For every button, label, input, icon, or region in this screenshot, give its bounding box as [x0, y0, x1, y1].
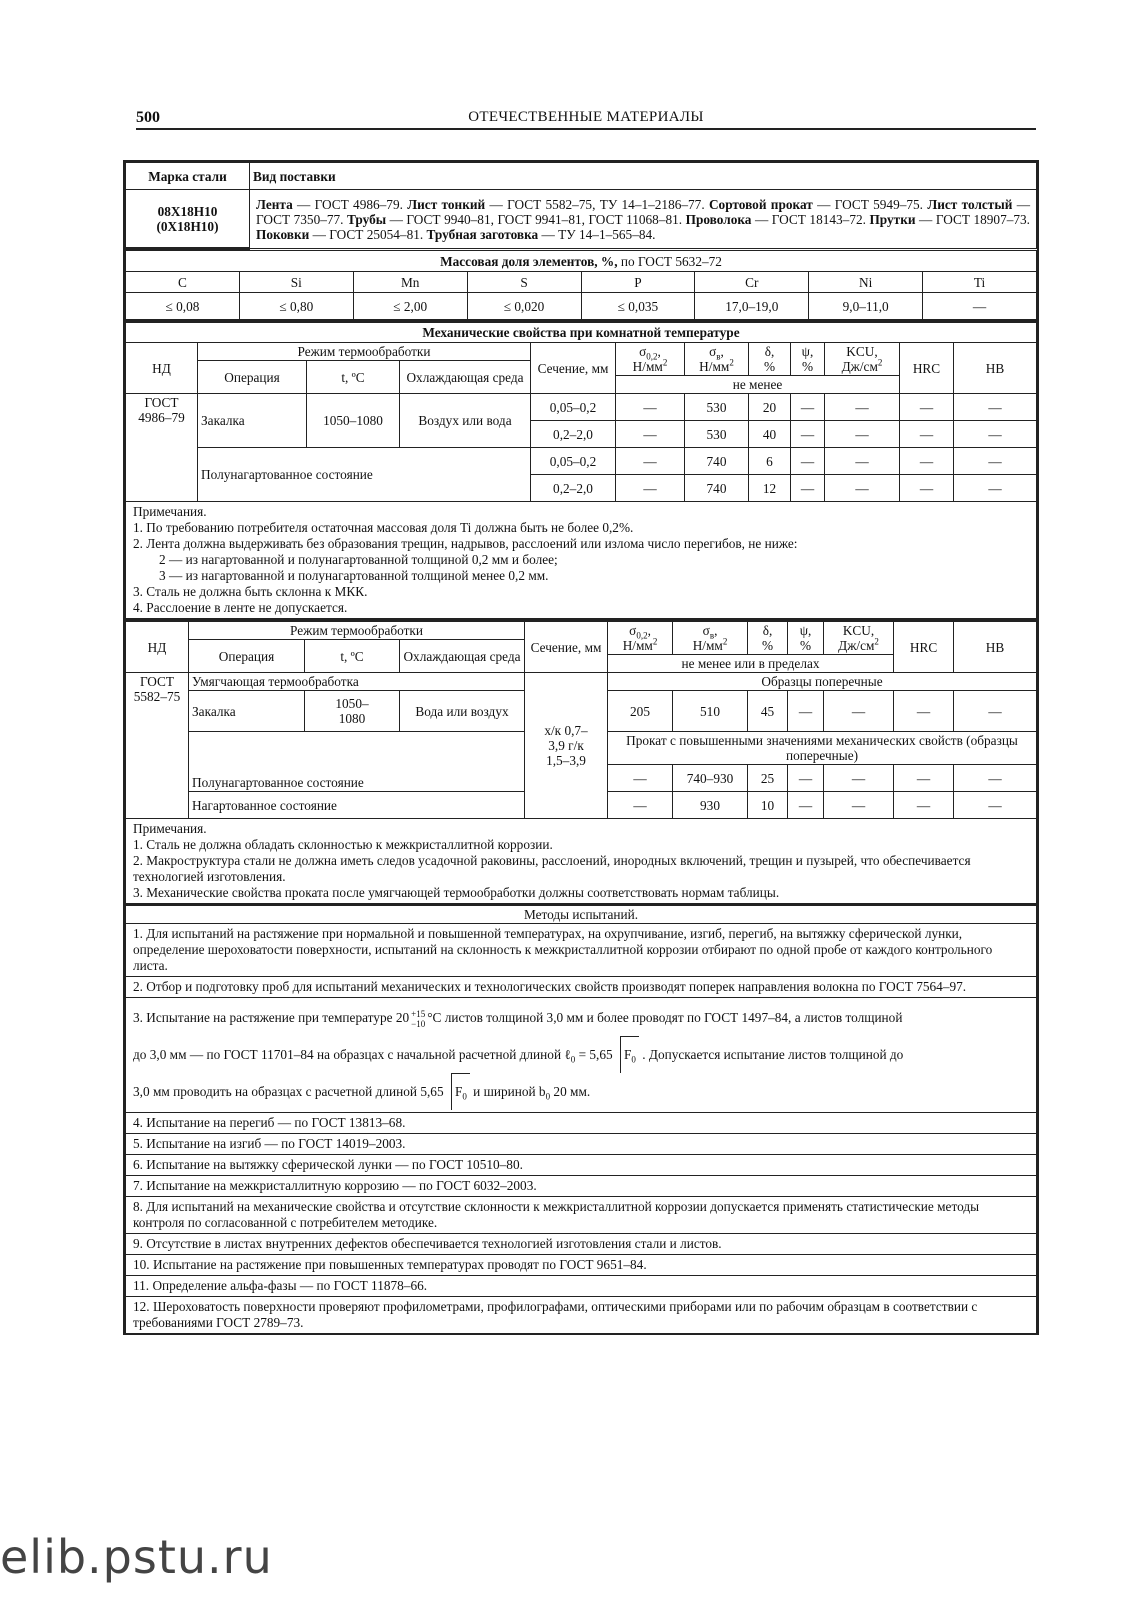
m2-r2-c1: 930 — [673, 792, 748, 819]
notes1-line: 3. Сталь не должна быть склонна к МКК. — [133, 584, 368, 599]
composition-elements — [126, 272, 1037, 293]
m2-r0-c6: — — [954, 691, 1037, 732]
notes1-line: 2 — из нагартованной и полунагартованной толщиной 0,2 мм и более; — [159, 552, 558, 567]
grade-alt-name: (0Х18Н10) — [156, 218, 219, 234]
notes1-line: 3 — из нагартованной и полунагартованной толщиной менее 0,2 мм. — [159, 568, 549, 583]
m2-r0-c3: — — [788, 691, 824, 732]
element-content: — — [923, 293, 1037, 320]
method-1: 1. Для испытаний на растяжение при нормальной и повышенной температурах, на охрупчивание, изгиб, перегиб, на вытяжку сферической лунки, определение шероховатости поверхности, испытаний на склонность к межкристаллитной коррозии отбирают по одной пробе от каждого контрольного листа. — [126, 924, 1037, 977]
notes1-line: 1. По требованию потребителя остаточная массовая доля Ti должна быть не более 0,2%. — [133, 520, 634, 535]
nd-4986: ГОСТ 4986–79 — [126, 394, 198, 502]
composition-values — [126, 293, 1037, 320]
element-content: ≤ 0,020 — [467, 293, 581, 320]
element-content: 17,0–19,0 — [695, 293, 809, 320]
m2-r1-c6: — — [954, 765, 1037, 792]
m3-part: 3. Испытание на растяжение при температуре — [133, 1010, 393, 1025]
h2-s02: $\sigma_{0,2}$, $Н/мм^2$ — [608, 621, 673, 655]
op-soft: Умягчающая термообработка — [189, 673, 525, 691]
m1-r1-c3: 40 — [749, 421, 791, 448]
m1-r1-c1: — — [616, 421, 685, 448]
h-s02: $\sigma_{0,2}$, $Н/мм^2$ — [616, 343, 685, 376]
element-content: 9,0–11,0 — [809, 293, 923, 320]
running-title: ОТЕЧЕСТВЕННЫЕ МАТЕРИАЛЫ — [468, 109, 704, 125]
m1-r2-c4: — — [791, 448, 825, 475]
element-symbol: S — [467, 272, 581, 293]
m1-r3-c4: — — [791, 475, 825, 502]
supply-label: Вид поставки — [250, 163, 1037, 190]
notes2-line: 1. Сталь не должна обладать склонностью к межкристаллитной коррозии. — [133, 837, 553, 852]
m1-r3-c6: — — [900, 475, 954, 502]
supply-list — [250, 190, 1037, 249]
m2-r1-c3: — — [788, 765, 824, 792]
element-content: ≤ 0,08 — [126, 293, 240, 320]
op2-semihard: Полунагартованное состояние — [189, 732, 525, 792]
supply-item-name: Сортовой прокат — [708, 196, 813, 212]
supply-item-standard: — ГОСТ 25054–81. — [309, 226, 427, 242]
method-4: 4. Испытание на перегиб — по ГОСТ 13813–68. — [126, 1113, 1037, 1134]
method-6: 6. Испытание на вытяжку сферической лунки — по ГОСТ 10510–80. — [126, 1155, 1037, 1176]
steel-datasheet — [123, 160, 1039, 1335]
h-nd: НД — [126, 343, 198, 394]
element-symbol: Ti — [923, 272, 1037, 293]
op2-hard: Нагартованное состояние — [189, 792, 525, 819]
page-header — [136, 106, 1036, 130]
m2-r0-c5: — — [894, 691, 954, 732]
h-operation: Операция — [198, 361, 307, 394]
m1-r3-c7: — — [954, 475, 1037, 502]
supply-item-standard: — ГОСТ 18143–72. — [751, 211, 870, 227]
method-12: 12. Шероховатость поверхности проверяют профилометрами, профилографами, оптическими приборами или по рабочим образцам в соответствии с требованиями ГОСТ 2789–73. — [126, 1297, 1037, 1335]
m1-r2-c2: 740 — [685, 448, 749, 475]
h-psi: ψ, % — [791, 343, 825, 376]
m1-r3-c1: — — [616, 475, 685, 502]
supply-item-standard: — ГОСТ 4986–79. — [292, 196, 408, 212]
m1-r2-c5: — — [825, 448, 900, 475]
mech1-title: Механические свойства при комнатной температуре — [126, 322, 1037, 343]
grade-name: 08Х18Н10 — [157, 203, 218, 219]
m2-r1-c5: — — [894, 765, 954, 792]
composition-table — [125, 250, 1037, 320]
element-symbol: C — [126, 272, 240, 293]
m1-r0-c3: 20 — [749, 394, 791, 421]
supply-item-standard: — ГОСТ 5949–75. — [812, 196, 928, 212]
notes1-line: 2. Лента должна выдерживать без образования трещин, надрывов, расслоений или излома число перегибов, не ниже: — [133, 536, 798, 551]
element-content: ≤ 2,00 — [353, 293, 467, 320]
m1-r2-c1: — — [616, 448, 685, 475]
m1-r0-c5: — — [825, 394, 900, 421]
enhanced-note: Прокат с повышенными значениями механических свойств (образцы поперечные) — [608, 732, 1037, 765]
m1-r3-c0: 0,2–2,0 — [531, 475, 616, 502]
m1-r1-c7: — — [954, 421, 1037, 448]
method-3: 3. Испытание на растяжение при температуре 20 +15 −10 °С листов толщиной 3,0 мм и более проводят по ГОСТ 1497–84, а листов толщиной до 3,0 мм — по ГОСТ 11701–84 на образцах с начальной расчетной длиной ℓ$_0$ = 5,65 $F_0$ . Допускается испытание листов толщиной до 3,0 мм проводить на образцах с расчетной длиной 5,65 $F_0$ и шириной $b_0$ 20 мм. — [126, 998, 1037, 1113]
page-number: 500 — [136, 109, 160, 126]
supply-item-standard: — ГОСТ 7350–77. — [256, 196, 1030, 227]
method-10: 10. Испытание на растяжение при повышенных температурах проводят по ГОСТ 9651–84. — [126, 1255, 1037, 1276]
m1-r2-c0: 0,05–0,2 — [531, 448, 616, 475]
notes2-line: 3. Механические свойства проката после умягчающей термообработки должны соответствовать нормам таблицы. — [133, 885, 780, 900]
h2-min: не менее или в пределах — [608, 655, 894, 673]
supply-item-name: Прутки — [869, 211, 916, 227]
h-section: Сечение, мм — [531, 343, 616, 394]
notes1-line: 4. Расслоение в ленте не допускается. — [133, 600, 348, 615]
supply-item-name: Поковки — [256, 226, 310, 242]
supply-item-name: Лист толстый — [927, 196, 1013, 212]
method-7: 7. Испытание на межкристаллитную коррозию — по ГОСТ 6032–2003. — [126, 1176, 1037, 1197]
m2-r2-c3: — — [788, 792, 824, 819]
m1-r1-c6: — — [900, 421, 954, 448]
h2-hb: НВ — [954, 621, 1037, 673]
m1-r0-c2: 530 — [685, 394, 749, 421]
supply-item-name: Трубы — [347, 211, 387, 227]
m1-r0-c0: 0,05–0,2 — [531, 394, 616, 421]
sqrt-f0: $F_0$ — [620, 1036, 639, 1073]
temp2-text: 1050–1080 — [335, 696, 369, 726]
supply-item-name: Проволока — [685, 211, 752, 227]
m1-r2-c7: — — [954, 448, 1037, 475]
h2-kcu: KCU, $Дж/см^2$ — [824, 621, 894, 655]
h-hb: НВ — [954, 343, 1037, 394]
notes-tape — [126, 502, 1037, 619]
cool2-quench: Вода или воздух — [400, 691, 525, 732]
m1-r3-c2: 740 — [685, 475, 749, 502]
supply-item-standard: — ГОСТ 18907–73. — [915, 211, 1030, 227]
element-content: ≤ 0,035 — [581, 293, 695, 320]
notes2-line: 2. Макроструктура стали не должна иметь следов усадочной раковины, расслоений, инородных включений, трещин и пузырей, что обеспечивается технологией изготовления. — [133, 853, 971, 884]
methods-title: Методы испытаний. — [126, 905, 1037, 924]
h-cooling: Охлаждающая среда — [400, 361, 531, 394]
sqrt-f0-2: $F_0$ — [451, 1073, 470, 1110]
notes2-line: Примечания. — [133, 821, 207, 836]
m3-part: . Допускается испытание листов толщиной до — [642, 1047, 904, 1062]
section-text: х/к 0,7–3,9 г/к 1,5–3,9 — [544, 723, 588, 768]
m3-part: 20 мм. — [553, 1084, 591, 1099]
m2-r1-c1: 740–930 — [673, 765, 748, 792]
h-kcu: KCU, $Дж/см^2$ — [825, 343, 900, 376]
method-2: 2. Отбор и подготовку проб для испытаний механических и технологических свойств производят поперек направления волокна по ГОСТ 7564–97. — [126, 977, 1037, 998]
notes1-line: Примечания. — [133, 504, 207, 519]
m1-r0-c4: — — [791, 394, 825, 421]
cross-samples: Образцы поперечные — [608, 673, 1037, 691]
m2-r2-c5: — — [894, 792, 954, 819]
supply-text — [256, 197, 1030, 242]
nd-5582: ГОСТ 5582–75 — [126, 673, 189, 819]
cool-quench: Воздух или вода — [400, 394, 531, 448]
m2-r1-c0: — — [608, 765, 673, 792]
grade-value — [126, 190, 250, 249]
method-11: 11. Определение альфа-фазы — по ГОСТ 11878–66. — [126, 1276, 1037, 1297]
m3-part: 3,0 мм проводить на образцах с расчетной длиной 5,65 — [133, 1084, 444, 1099]
watermark: elib.pstu.ru — [0, 1530, 273, 1584]
op-semihard: Полунагартованное состояние — [198, 448, 531, 502]
temp2-quench — [305, 691, 400, 732]
m1-r3-c3: 12 — [749, 475, 791, 502]
element-symbol: Ni — [809, 272, 923, 293]
notes-sheet — [126, 819, 1037, 904]
grade-label: Марка стали — [126, 163, 250, 190]
method-9: 9. Отсутствие в листах внутренних дефектов обеспечивается технологией изготовления стали и листов. — [126, 1234, 1037, 1255]
m3-part: и шириной b — [473, 1084, 546, 1099]
m1-r0-c7: — — [954, 394, 1037, 421]
m2-r2-c0: — — [608, 792, 673, 819]
m2-r2-c4: — — [824, 792, 894, 819]
element-symbol: Cr — [695, 272, 809, 293]
method-8: 8. Для испытаний на механические свойства и отсутствие склонности к межкристаллитной коррозии допускается применять статистические методы контроля по согласованной с потребителем методике. — [126, 1197, 1037, 1234]
h2-hrc: HRC — [894, 621, 954, 673]
mech-table-tape — [125, 320, 1037, 619]
mech-table-sheet — [125, 619, 1037, 904]
h2-section: Сечение, мм — [525, 621, 608, 673]
element-symbol: P — [581, 272, 695, 293]
temp-quench: 1050–1080 — [307, 394, 400, 448]
m1-r0-c1: — — [616, 394, 685, 421]
m2-r1-c2: 25 — [748, 765, 788, 792]
m1-r1-c0: 0,2–2,0 — [531, 421, 616, 448]
h-hrc: HRC — [900, 343, 954, 394]
element-symbol: Mn — [353, 272, 467, 293]
supply-item-name: Лист тонкий — [407, 196, 486, 212]
m1-r0-c6: — — [900, 394, 954, 421]
m1-r2-c3: 6 — [749, 448, 791, 475]
supply-item-standard: — ГОСТ 5582–75, ТУ 14–1–2186–77. — [485, 196, 709, 212]
m2-r2-c2: 10 — [748, 792, 788, 819]
h-temp: t, ºС — [307, 361, 400, 394]
h2-delta: δ, % — [748, 621, 788, 655]
m2-r0-c2: 45 — [748, 691, 788, 732]
m2-r2-c6: — — [954, 792, 1037, 819]
h2-mode: Режим термообработки — [189, 621, 525, 640]
h2-psi: ψ, % — [788, 621, 824, 655]
temp-tolerance: +15 −10 — [411, 1008, 426, 1029]
m2-r1-c4: — — [824, 765, 894, 792]
m3-part: до 3,0 мм — по ГОСТ 11701–84 на образцах с начальной расчетной длиной ℓ — [133, 1047, 571, 1062]
h-sv: $\sigma_в$, $Н/мм^2$ — [685, 343, 749, 376]
method-5: 5. Испытание на изгиб — по ГОСТ 14019–2003. — [126, 1134, 1037, 1155]
m2-r0-c4: — — [824, 691, 894, 732]
h-delta: δ, % — [749, 343, 791, 376]
h-min: не менее — [616, 376, 900, 394]
m2-r0-c0: 205 — [608, 691, 673, 732]
supply-item-name: Лента — [256, 196, 293, 212]
element-content: ≤ 0,80 — [239, 293, 353, 320]
section-range — [525, 673, 608, 819]
m1-r1-c5: — — [825, 421, 900, 448]
h2-sv: $\sigma_в$, $Н/мм^2$ — [673, 621, 748, 655]
h-mode: Режим термообработки — [198, 343, 531, 361]
methods-table — [125, 904, 1037, 1335]
op-quench: Закалка — [198, 394, 307, 448]
m1-r2-c6: — — [900, 448, 954, 475]
supply-item-standard: — ТУ 14–1–565–84. — [538, 226, 656, 242]
h2-temp: t, ºС — [305, 640, 400, 673]
h2-nd: НД — [126, 621, 189, 673]
op2-quench: Закалка — [189, 691, 305, 732]
m1-r1-c2: 530 — [685, 421, 749, 448]
m2-r0-c1: 510 — [673, 691, 748, 732]
h2-operation: Операция — [189, 640, 305, 673]
m1-r3-c5: — — [825, 475, 900, 502]
element-symbol: Si — [239, 272, 353, 293]
h2-cooling: Охлаждающая среда — [400, 640, 525, 673]
m3-part: °С листов толщиной 3,0 мм и более проводят по ГОСТ 1497–84, а листов толщиной — [427, 1010, 903, 1025]
m1-r1-c4: — — [791, 421, 825, 448]
supply-item-name: Трубная заготовка — [426, 226, 539, 242]
composition-title: Массовая доля элементов, %, по ГОСТ 5632–72 — [126, 251, 1037, 272]
supply-item-standard: — ГОСТ 9940–81, ГОСТ 9941–81, ГОСТ 11068–81. — [386, 211, 686, 227]
grade-table — [125, 162, 1037, 250]
